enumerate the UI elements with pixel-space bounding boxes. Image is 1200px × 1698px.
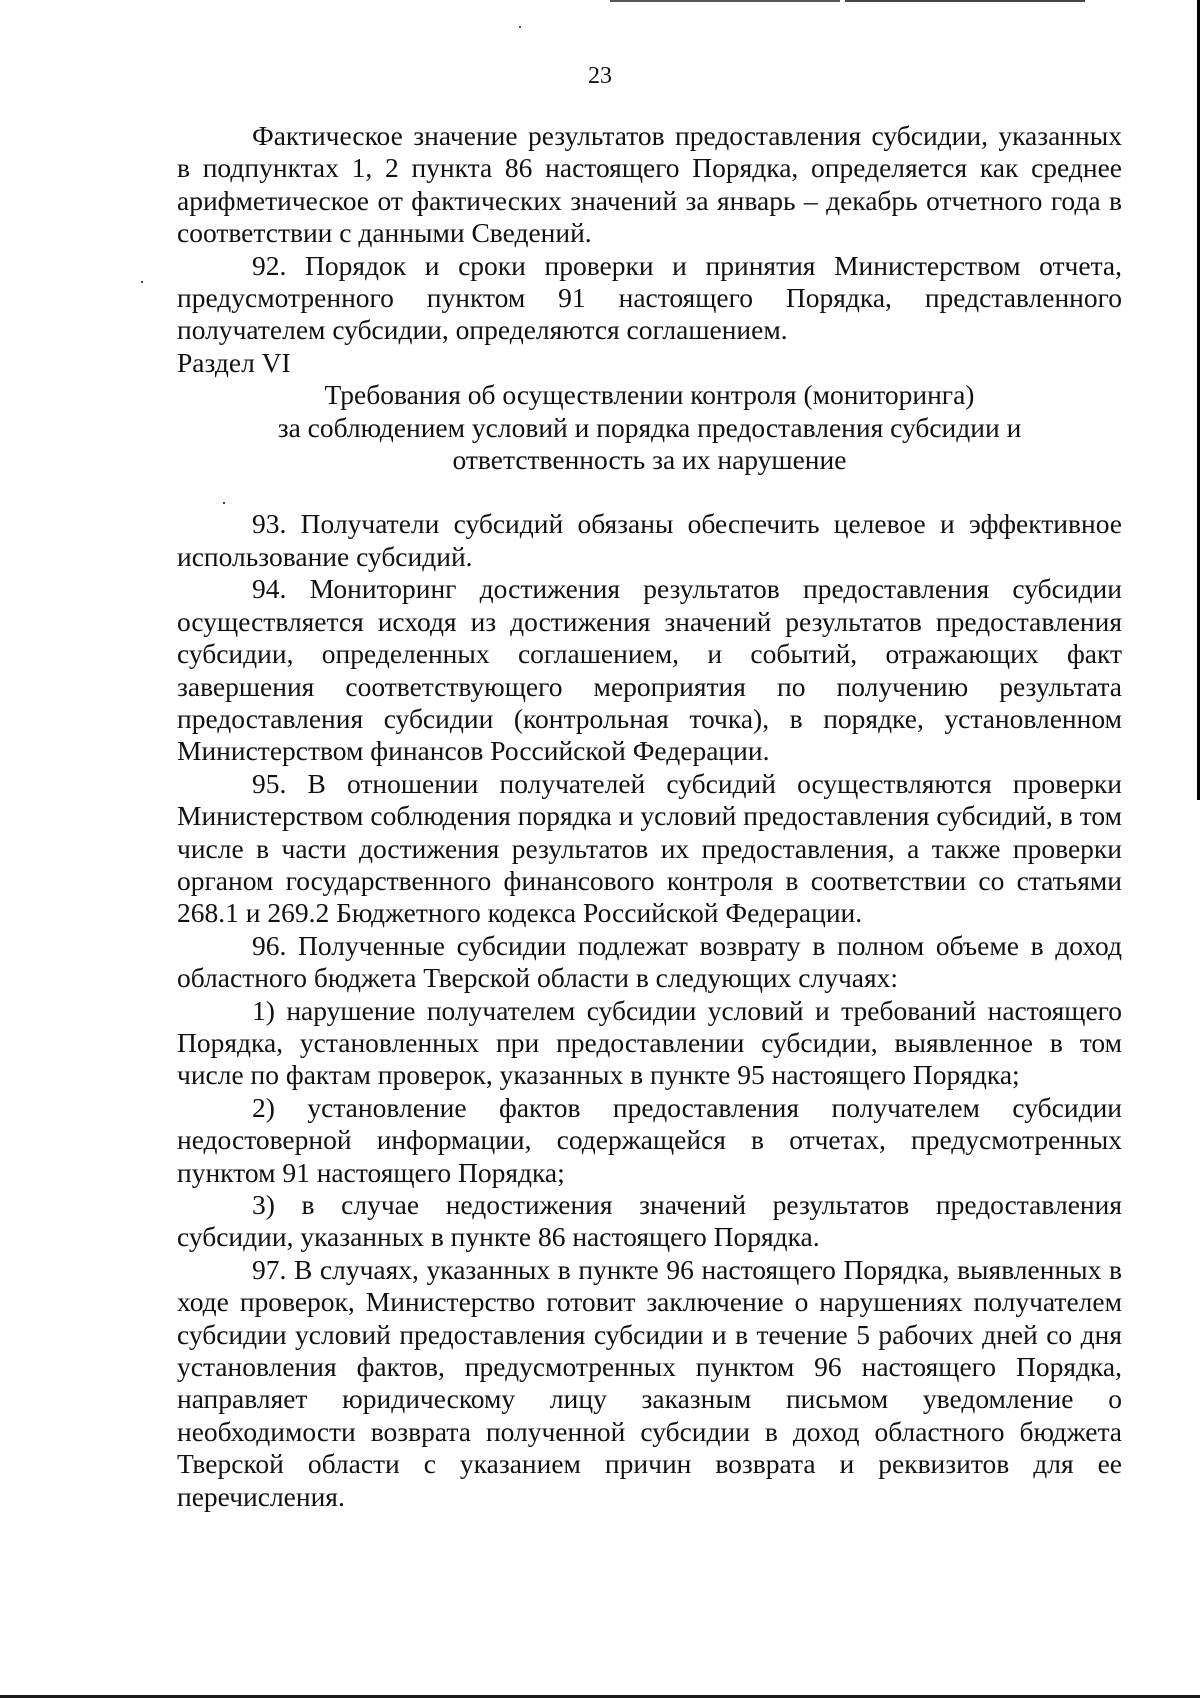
paragraph-95: 95. В отношении получателей субсидий осуществляются проверки Министерством соблюдения порядка и условий предоставления субсидий, в том числе в части достижения результатов их предоставления, а также проверки органом государственного финансового контроля в соответствии со статьями 268.1 и 269.2 Бюджетного кодекса Российской Федерации. <box>177 767 1122 929</box>
scan-speck <box>519 26 521 28</box>
section-heading-line: ответственность за их нарушение <box>452 444 847 476</box>
page-number: 23 <box>588 63 612 89</box>
document-body <box>177 120 1122 1513</box>
paragraph-94: 94. Мониторинг достижения результатов предоставления субсидии осуществляется исходя из достижения значений результатов предоставления субсидии, определенных соглашением, и событий, отражающих факт завершения соответствующего мероприятия по получению результата предоставления субсидии (контрольная точка), в порядке, установленном Министерством финансов Российской Федерации. <box>177 573 1122 767</box>
paragraph-93: 93. Получатели субсидий обязаны обеспечить целевое и эффективное использование субсидий. <box>177 508 1122 572</box>
list-item-96-3: 3) в случае недостижения значений результатов предоставления субсидии, указанных в пункте 86 настоящего Порядка. <box>177 1189 1122 1253</box>
scan-edge-mark <box>845 0 1085 2</box>
section-heading-line: за соблюдением условий и порядка предоставления субсидии и <box>277 411 1022 443</box>
section-title: Раздел VI <box>177 346 291 378</box>
section-heading <box>177 379 1122 476</box>
paragraph-96: 96. Полученные субсидии подлежат возврату в полном объеме в доход областного бюджета Тверской области в следующих случаях: <box>177 929 1122 994</box>
paragraph-97: 97. В случаях, указанных в пункте 96 настоящего Порядка, выявленных в ходе проверок, Министерство готовит заключение о нарушениях получателем субсидии условий предоставления субсидии и в течение 5 рабочих дней со дня установления фактов, предусмотренных пунктом 96 настоящего Порядка, направляет юридическому лицу заказным письмом уведомление о необходимости возврата полученной субсидии в доход областного бюджета Тверской области с указанием причин возврата и реквизитов для ее перечисления. <box>177 1253 1122 1512</box>
scan-edge-mark <box>610 0 840 2</box>
section-heading-line: Требования об осуществлении контроля (мониторинга) <box>324 379 975 411</box>
list-item-96-1: 1) нарушение получателем субсидии условий и требований настоящего Порядка, установленных при предоставлении субсидии, выявленное в том числе по фактам проверок, указанных в пункте 95 настоящего Порядка; <box>177 994 1122 1091</box>
paragraph: Фактическое значение результатов предоставления субсидии, указанных в подпунктах 1, 2 пункта 86 настоящего Порядка, определяется как среднее арифметическое от фактических значений за январь – декабрь отчетного года в соответствии с данными Сведений. <box>177 120 1122 249</box>
list-item-96-2: 2) установление фактов предоставления получателем субсидии недостоверной информации, содержащейся в отчетах, предусмотренных пунктом 91 настоящего Порядка; <box>177 1091 1122 1188</box>
paragraph-92: 92. Порядок и сроки проверки и принятия Министерством отчета, предусмотренного пунктом 91 настоящего Порядка, представленного получателем субсидии, определяются соглашением. <box>177 249 1122 346</box>
scan-speck <box>141 281 143 283</box>
